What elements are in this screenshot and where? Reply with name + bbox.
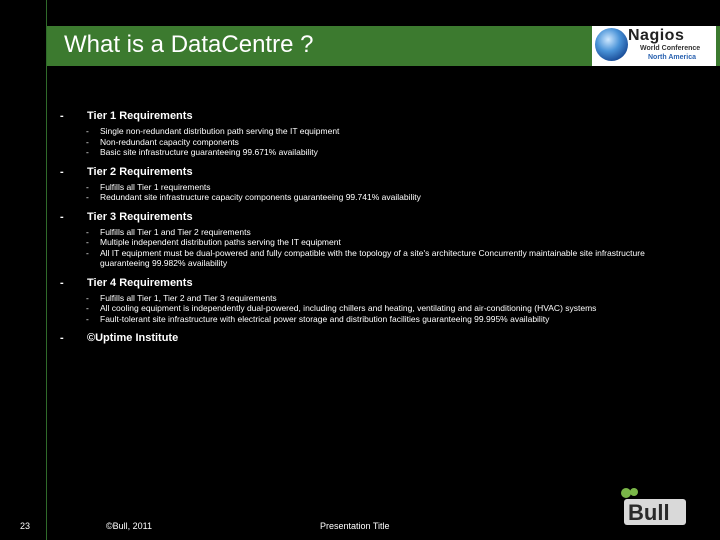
slide-content (60, 110, 670, 352)
sub-bullet-text: Fulfills all Tier 1 and Tier 2 requirements (100, 226, 251, 237)
sub-bullet-list (60, 293, 670, 325)
sub-bullet-text: Non-redundant capacity components (100, 136, 239, 147)
requirement-section (60, 332, 670, 344)
sub-bullet-text: Fulfills all Tier 1 requirements (100, 181, 211, 192)
bullet-dash: - (60, 110, 64, 122)
sub-bullet-item (60, 293, 670, 304)
sub-bullet-item (60, 314, 670, 325)
sub-bullet-dash: - (86, 192, 89, 202)
nagios-logo (592, 26, 716, 66)
sub-bullet-text: Single non-redundant distribution path serving the IT equipment (100, 126, 340, 136)
page-number: 23 (20, 521, 31, 531)
section-heading (60, 110, 670, 122)
sub-bullet-text: Multiple independent distribution paths serving the IT equipment (100, 237, 341, 247)
sub-bullet-item (60, 227, 670, 238)
section-heading-text: ©Uptime Institute (87, 332, 179, 344)
svg-text:Bull: Bull (628, 500, 670, 525)
sub-bullet-item (60, 182, 670, 193)
sub-bullet-item (60, 192, 670, 203)
sub-bullet-dash: - (86, 313, 89, 324)
section-heading-text: Tier 2 Requirements (87, 165, 193, 178)
requirement-section (60, 166, 670, 203)
sub-bullet-item (60, 137, 670, 148)
bullet-dash: - (60, 165, 64, 178)
sub-bullet-text: Basic site infrastructure guaranteeing 99.671% availability (100, 147, 318, 157)
nagios-subtitle-2: North America (648, 54, 696, 61)
bull-logo-icon (616, 487, 688, 527)
sub-bullet-dash: - (86, 147, 89, 157)
sub-bullet-dash: - (86, 247, 89, 258)
requirement-section (60, 110, 670, 158)
sub-bullet-item (60, 237, 670, 248)
sub-bullet-dash: - (86, 181, 89, 192)
sub-bullet-text: Redundant site infrastructure capacity components guaranteeing 99.741% availability (100, 192, 421, 202)
sub-bullet-dash: - (86, 126, 89, 136)
sub-bullet-dash: - (86, 226, 89, 237)
sub-bullet-list (60, 126, 670, 158)
section-heading (60, 277, 670, 289)
sub-bullet-dash: - (86, 136, 89, 147)
footer-presentation-title: Presentation Title (320, 521, 390, 531)
sub-bullet-list (60, 182, 670, 203)
sub-bullet-item (60, 147, 670, 158)
requirement-section (60, 277, 670, 325)
slide-title: What is a DataCentre ? (64, 31, 314, 58)
sub-bullet-text: Fault-tolerant site infrastructure with electrical power storage and distribution facilities guaranteeing 99.995% availability (100, 313, 550, 324)
sub-bullet-dash: - (86, 237, 89, 247)
globe-icon (595, 28, 628, 61)
left-rule (46, 0, 47, 540)
bullet-dash: - (60, 210, 64, 223)
sub-bullet-text: All cooling equipment is independently dual-powered, including chillers and heating, ventilating and air-conditioning (HVAC) systems (100, 303, 597, 313)
sub-bullet-text: Fulfills all Tier 1, Tier 2 and Tier 3 requirements (100, 292, 277, 303)
bullet-dash: - (60, 276, 64, 289)
section-heading (60, 166, 670, 178)
requirement-section (60, 211, 670, 269)
section-heading-text: Tier 1 Requirements (87, 110, 193, 122)
sub-bullet-list (60, 227, 670, 269)
sub-bullet-item (60, 126, 670, 137)
sub-bullet-dash: - (86, 303, 89, 313)
sub-bullet-item (60, 303, 670, 314)
section-heading-text: Tier 4 Requirements (87, 276, 193, 289)
nagios-wordmark: Nagios (628, 27, 685, 44)
sub-bullet-item (60, 248, 670, 269)
bullet-dash: - (60, 332, 64, 344)
footer-copyright: ©Bull, 2011 (106, 521, 152, 531)
section-heading-text: Tier 3 Requirements (87, 210, 193, 223)
section-heading (60, 332, 670, 344)
nagios-subtitle-1: World Conference (640, 45, 701, 52)
sub-bullet-dash: - (86, 292, 89, 303)
section-heading (60, 211, 670, 223)
sub-bullet-text: All IT equipment must be dual-powered and fully compatible with the topology of a site's architecture Concurrently maintainable site infrastructure guaranteeing 99.982% availability (100, 247, 645, 268)
